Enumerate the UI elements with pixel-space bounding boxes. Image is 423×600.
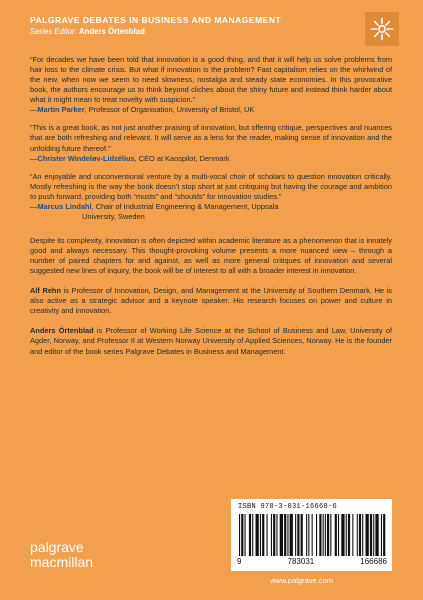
barcode-bar bbox=[287, 514, 288, 556]
barcode-bar bbox=[323, 514, 324, 556]
publisher-name-line2: macmillan bbox=[30, 554, 94, 570]
author-bio bbox=[30, 286, 392, 316]
barcode-bar bbox=[301, 514, 303, 556]
barcode-digit-group: 9 bbox=[237, 557, 242, 566]
barcode-bar bbox=[327, 514, 329, 556]
barcode-bar bbox=[383, 514, 385, 556]
barcode-bar bbox=[239, 514, 240, 556]
quote-affiliation: , Professor of Organisation, University of Bristol, UK bbox=[84, 105, 255, 115]
quote bbox=[30, 123, 392, 163]
series-title: PALGRAVE DEBATES IN BUSINESS AND MANAGEMENT bbox=[30, 15, 282, 25]
barcode-bar bbox=[245, 514, 246, 556]
publisher-name-line1: palgrave bbox=[30, 539, 84, 555]
barcode-bar bbox=[348, 514, 350, 556]
barcode-bar bbox=[252, 514, 253, 556]
book-description: Despite its complexity, innovation is often depicted within academic literature as a phenomenon that is innately good and always necessary. This thought-provoking volume presents a more nuanced view – through a number of paired chapters for and against, as well as more general critiques of innovation and several suggested new lines of inquiry, the book will be of interest to all with a broader interest in innovation. bbox=[30, 235, 392, 276]
quote-affiliation-continued: University, Sweden bbox=[82, 211, 145, 221]
barcode-bar bbox=[280, 514, 283, 556]
barcode-bar bbox=[306, 514, 307, 556]
barcode-bar bbox=[295, 514, 296, 556]
author-bio-text: is Professor of Innovation, Design, and Management at the University of Southern Denmark. He is also active as a strategic advisor and a keynote speaker. His research focuses on power and culture in creativity and innovation. bbox=[30, 286, 392, 316]
barcode-bar bbox=[271, 514, 272, 556]
series-editor bbox=[30, 27, 145, 36]
barcode-bar bbox=[359, 514, 361, 556]
quote-text: “This is a great book, as not just another praising of innovation, but offering critique, perspectives and nuances that are both refreshing and relevant. It will serve as a lens for the reader, making sense of innovation and the unfolding future thereof.” bbox=[30, 123, 392, 153]
barcode-bars bbox=[237, 514, 387, 556]
barcode-bar bbox=[312, 514, 313, 556]
sunburst-icon bbox=[370, 17, 394, 41]
barcode-bar bbox=[381, 514, 382, 556]
barcode-bar bbox=[370, 514, 372, 556]
barcode-bar bbox=[256, 514, 259, 556]
barcode-bar bbox=[352, 514, 353, 556]
series-logo-icon bbox=[365, 12, 399, 46]
barcode-bar bbox=[375, 514, 378, 556]
barcode-bar bbox=[335, 514, 337, 556]
author-name: Anders Örtenblad bbox=[30, 326, 94, 336]
quote bbox=[30, 172, 392, 222]
barcode-bar bbox=[249, 514, 251, 556]
barcode-bar bbox=[325, 514, 326, 556]
quote-affiliation: , CEO at Kaospilot, Denmark bbox=[134, 153, 230, 163]
barcode-bar bbox=[260, 514, 261, 556]
barcode-bar bbox=[341, 514, 344, 556]
barcode-bar bbox=[316, 514, 317, 556]
series-editor-name: Anders Örtenblad bbox=[78, 27, 145, 36]
barcode-bar bbox=[338, 514, 339, 556]
barcode-digits bbox=[237, 557, 387, 566]
quote-text: “An enjoyable and unconventional venture by a multi-vocal choir of scholars to question innovation critically. Mostly refreshing is the way the book doesn’t stop short at just critiquing but having the courage and ambition to push forward, providing both “musts” and “shoulds” for innovation studies.” bbox=[30, 171, 392, 201]
author-bio bbox=[30, 326, 392, 356]
quote-author: Martin Parker bbox=[37, 105, 85, 115]
barcode-bar bbox=[241, 514, 243, 556]
quote bbox=[30, 55, 392, 115]
quote-attribution: —Christer Windeløv-Lidzélius, CEO at Kaospilot, Denmark bbox=[30, 153, 230, 163]
barcode-bar bbox=[273, 514, 275, 556]
publisher-logo bbox=[30, 540, 93, 570]
series-editor-label: Series Editor: bbox=[30, 27, 77, 36]
barcode-bar bbox=[308, 514, 309, 556]
barcode-bar bbox=[366, 514, 369, 556]
isbn-text: ISBN 978-3-031-16668-6 bbox=[238, 503, 338, 511]
barcode-bar bbox=[276, 514, 277, 556]
barcode-bar bbox=[262, 514, 264, 556]
author-name: Alf Rehn bbox=[30, 286, 61, 296]
barcode-bar bbox=[330, 514, 331, 556]
barcode-bar bbox=[319, 514, 321, 556]
barcode-bar bbox=[267, 514, 268, 556]
quote-author: Christer Windeløv-Lidzélius bbox=[37, 153, 135, 163]
quote-author: Marcus Lindahl bbox=[37, 201, 92, 211]
isbn-barcode bbox=[231, 499, 392, 571]
barcode-bar bbox=[357, 514, 358, 556]
author-bio-text: is Professor of Working Life Science at the School of Business and Law, University of Agder, Norway, and Professor II at Western Norway University of Applied Sciences, Norway. He is the founder and editor of the book series Palgrave Debates in Business and Management. bbox=[30, 326, 393, 356]
quote-attribution: —Martin Parker, Professor of Organisation, University of Bristol, UK bbox=[30, 105, 255, 115]
back-cover-content bbox=[30, 55, 392, 357]
barcode-digit-group: 166686 bbox=[360, 557, 387, 566]
barcode-bar bbox=[297, 514, 299, 556]
publisher-url: www.palgrave.com bbox=[270, 576, 333, 585]
barcode-bar bbox=[290, 514, 293, 556]
barcode-digit-group: 783031 bbox=[287, 557, 315, 566]
quote-text: “For decades we have been told that innovation is a good thing, and that it will help us solve problems from hair loss to the climate crisis. But what if innovation is the problem? Fast capitalism relies on the whirlwind of the new, when now we seem to need slowness, nostalgia and steady state economies. In this provocative book, the authors encourage us to think beyond cliches about the shiny future and instead think harder about what it might mean to treat novelty with suspicion.” bbox=[30, 55, 392, 105]
barcode-bar bbox=[346, 514, 347, 556]
quote-attribution: —Marcus Lindahl, Chair of Industrial Engineering & Management, Uppsala bbox=[30, 201, 279, 211]
quote-affiliation: , Chair of Industrial Engineering & Management, Uppsala bbox=[91, 201, 279, 211]
barcode-bar bbox=[373, 514, 374, 556]
barcode-bar bbox=[362, 514, 363, 556]
barcode-bar bbox=[284, 514, 286, 556]
